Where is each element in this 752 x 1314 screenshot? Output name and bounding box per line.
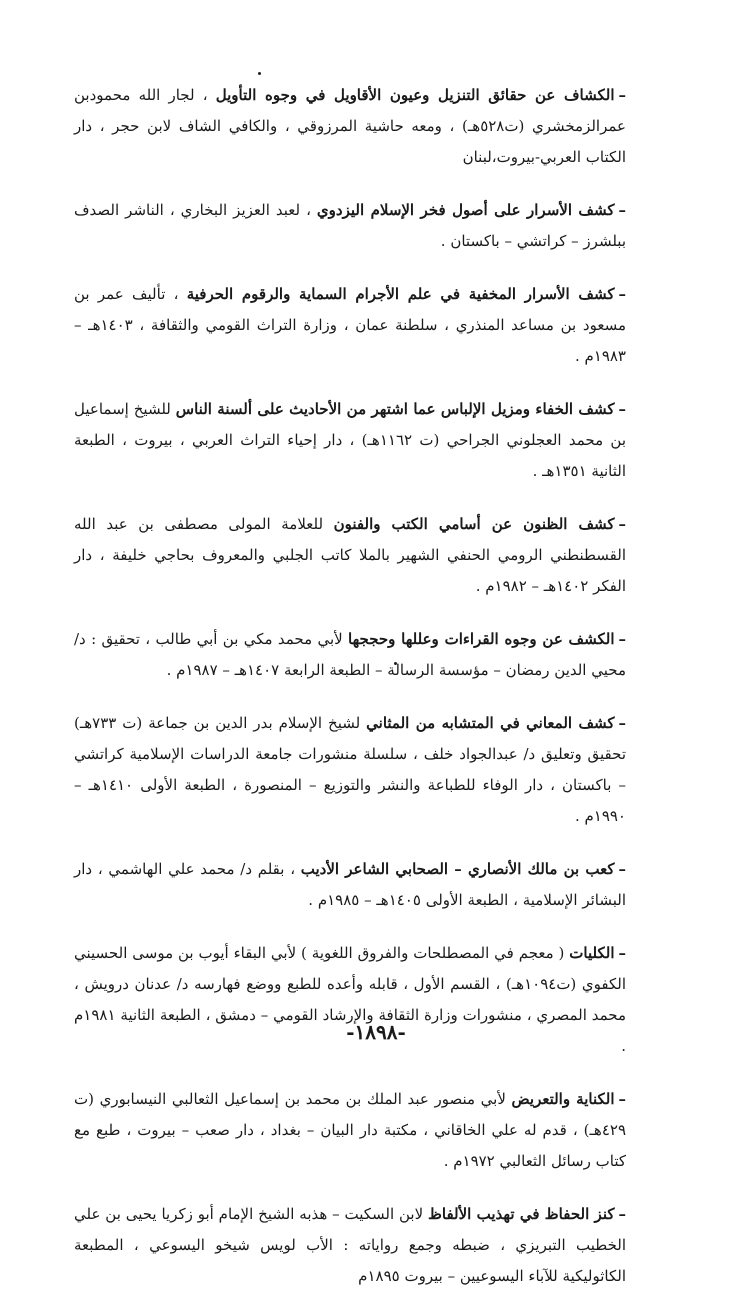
bibliography-entry: –كشف المعاني في المتشابه من المثاني لشيخ الإسلام بدر الدين بن جماعة (ت ٧٣٣هـ) تحقيق وتعليق د/ عبدالجواد خلف ، سلسلة منشورات جامعة الدراسات الإسلامية كراتشي – باكستان ، دار الوفاء للطباعة والنشر والتوزيع – المنصورة ، الطبعة الأولى ١٤١٠هـ – ١٩٩٠م . — [74, 714, 627, 825]
entry-details: لأبي محمد مكي بن أبي طالب ، تحقيق : د/محيي الدين رمضان – مؤسسة الرسالة – الطبعة الرابعة ١٤٠٧هـ – ١٩٨٧م . — [74, 630, 626, 679]
stray-dot-mark — [258, 72, 261, 75]
bibliography-entry: –كشف الأسرار المخفية في علم الأجرام السماية والرقوم الحرفية ، تأليف عمر بن مسعود بن مساعد المنذري ، سلطنة عمان ، وزارة التراث القومي والثقافة ، ١٤٠٣هـ – ١٩٨٣م . — [74, 285, 626, 365]
entry-details: ، لجار الله محمودبن عمرالزمخشري (ت٥٢٨هـ) ، ومعه حاشية المرزوقي ، والكافي الشاف لابن حجر ، دار الكتاب العربي-بيروت،لبنان — [74, 86, 626, 166]
bibliography-entry: –كشف الظنون عن أسامي الكتب والفنون للعلامة المولى مصطفى بن عبد الله القسطنطني الرومي الحنفي الشهير بالملا كاتب الجلبي والمعروف بحاجي خليفة ، دار الفكر ١٤٠٢هـ – ١٩٨٢م . — [74, 515, 627, 595]
entry-title: الكليات — [569, 944, 615, 962]
entry-details: ، تأليف عمر بن مسعود بن مساعد المنذري ، سلطنة عمان ، وزارة التراث القومي والثقافة ، ١٤٠٣هـ – ١٩٨٣م . — [74, 285, 626, 365]
entry-details: لابن السكيت – هذبه الشيخ الإمام أبو زكريا يحيى بن علي الخطيب التبريزي ، ضبطه وجمع رواياته : الأب لويس شيخو اليسوعي ، المطبعة الكاثوليكية للآباء اليسوعيين – بيروت ١٨٩٥م — [74, 1205, 626, 1285]
entry-details: للشيخ إسماعيل بن محمد العجلوني الجراحي (ت ١١٦٢هـ) ، دار إحياء التراث العربي ، بيروت ، الطبعة الثانية ١٣٥١هـ . — [74, 400, 626, 480]
entry-title: كشف الأسرار على أصول فخر الإسلام اليزدوي — [316, 201, 615, 219]
entry-title: الكناية والتعريض — [511, 1090, 615, 1108]
bibliography-entry: –الكناية والتعريض لأبي منصور عبد الملك بن محمد بن إسماعيل الثعالبي النيسابوري (ت ٤٢٩هـ) ، قدم له علي الخاقاني ، مكتبة دار البيان – بغداد ، دار صعب – بيروت ، طبع مع كتاب رسائل الثعالبي ١٩٧٢م . — [74, 1090, 626, 1170]
entry-details: ( معجم في المصطلحات والفروق اللغوية ) لأبي البقاء أيوب بن موسى الحسيني الكفوي (ت١٠٩٤هـ) ، القسم الأول ، قابله وأعده للطبع ووضع فهارسه د/ عدنان درويش ، محمد المصري ، منشورات وزارة الثقافة والإرشاد القومي – دمشق ، الطبعة الثانية ١٩٨١م . — [74, 944, 626, 1055]
entry-details: ، بقلم د/ محمد علي الهاشمي ، دار البشائر الإسلامية ، الطبعة الأولى ١٤٠٥هـ – ١٩٨٥م . — [74, 860, 626, 909]
bibliography-entry: –كشف الخفاء ومزيل الإلباس عما اشتهر من الأحاديث على ألسنة الناس للشيخ إسماعيل بن محمد العجلوني الجراحي (ت ١١٦٢هـ) ، دار إحياء التراث العربي ، بيروت ، الطبعة الثانية ١٣٥١هـ . — [74, 400, 626, 480]
entry-title: كشف المعاني في المتشابه من المثاني — [366, 714, 615, 732]
entry-title: كشف الأسرار المخفية في علم الأجرام السماية والرقوم الحرفية — [186, 285, 615, 303]
entry-title: كعب بن مالك الأنصاري – الصحابي الشاعر الأديب — [300, 860, 615, 878]
entry-title: كشف الظنون عن أسامي الكتب والفنون — [333, 515, 615, 533]
bibliography-entry: –الكليات ( معجم في المصطلحات والفروق اللغوية ) لأبي البقاء أيوب بن موسى الحسيني الكفوي (ت١٠٩٤هـ) ، القسم الأول ، قابله وأعده للطبع ووضع فهارسه د/ عدنان درويش ، محمد المصري ، منشورات وزارة الثقافة والإرشاد القومي – دمشق ، الطبعة الثانية ١٩٨١م . — [74, 944, 626, 1055]
entry-details: ، لعبد العزيز البخاري ، الناشر الصدف ببلشرز – كراتشي – باكستان . — [74, 201, 626, 250]
entry-title: كشف الخفاء ومزيل الإلباس عما اشتهر من الأحاديث على ألسنة الناس — [175, 400, 615, 418]
entry-details: للعلامة المولى مصطفى بن عبد الله القسطنطني الرومي الحنفي الشهير بالملا كاتب الجلبي والمعروف بحاجي خليفة ، دار الفكر ١٤٠٢هـ – ١٩٨٢م . — [74, 515, 626, 595]
entry-title: الكشاف عن حقائق التنزيل وعيون الأقاويل في وجوه التأويل — [215, 86, 615, 104]
entry-title: كنز الحفاظ في تهذيب الألفاظ — [428, 1205, 615, 1223]
bibliography-entry: –الكشف عن وجوه القراءات وعللها وحججها لأبي محمد مكي بن أبي طالب ، تحقيق : د/محيي الدين رمضان – مؤسسة الرسالة – الطبعة الرابعة ١٤٠٧هـ – ١٩٨٧م . — [74, 630, 626, 679]
page-number: -١٨٩٨- — [346, 1020, 406, 1044]
bibliography-entry: –كشف الأسرار على أصول فخر الإسلام اليزدوي ، لعبد العزيز البخاري ، الناشر الصدف ببلشرز – كراتشي – باكستان . — [74, 201, 626, 250]
entry-details: لشيخ الإسلام بدر الدين بن جماعة (ت ٧٣٣هـ) تحقيق وتعليق د/ عبدالجواد خلف ، سلسلة منشورات جامعة الدراسات الإسلامية كراتشي – باكستان ، دار الوفاء للطباعة والنشر والتوزيع – المنصورة ، الطبعة الأولى ١٤١٠هـ – ١٩٩٠م . — [74, 714, 626, 825]
bibliography-entry: –الكشاف عن حقائق التنزيل وعيون الأقاويل في وجوه التأويل ، لجار الله محمودبن عمرالزمخشري (ت٥٢٨هـ) ، ومعه حاشية المرزوقي ، والكافي الشاف لابن حجر ، دار الكتاب العربي-بيروت،لبنان — [74, 86, 626, 166]
bibliography-list — [74, 80, 626, 1314]
bibliography-entry: –كنز الحفاظ في تهذيب الألفاظ لابن السكيت – هذبه الشيخ الإمام أبو زكريا يحيى بن علي الخطيب التبريزي ، ضبطه وجمع رواياته : الأب لويس شيخو اليسوعي ، المطبعة الكاثوليكية للآباء اليسوعيين – بيروت ١٨٩٥م — [74, 1205, 626, 1285]
entry-title: الكشف عن وجوه القراءات وعللها وحججها — [348, 630, 615, 648]
entry-details: لأبي منصور عبد الملك بن محمد بن إسماعيل الثعالبي النيسابوري (ت ٤٢٩هـ) ، قدم له علي الخاقاني ، مكتبة دار البيان – بغداد ، دار صعب – بيروت ، طبع مع كتاب رسائل الثعالبي ١٩٧٢م . — [74, 1090, 626, 1170]
bibliography-entry: –كعب بن مالك الأنصاري – الصحابي الشاعر الأديب ، بقلم د/ محمد علي الهاشمي ، دار البشائر الإسلامية ، الطبعة الأولى ١٤٠٥هـ – ١٩٨٥م . — [74, 860, 626, 909]
